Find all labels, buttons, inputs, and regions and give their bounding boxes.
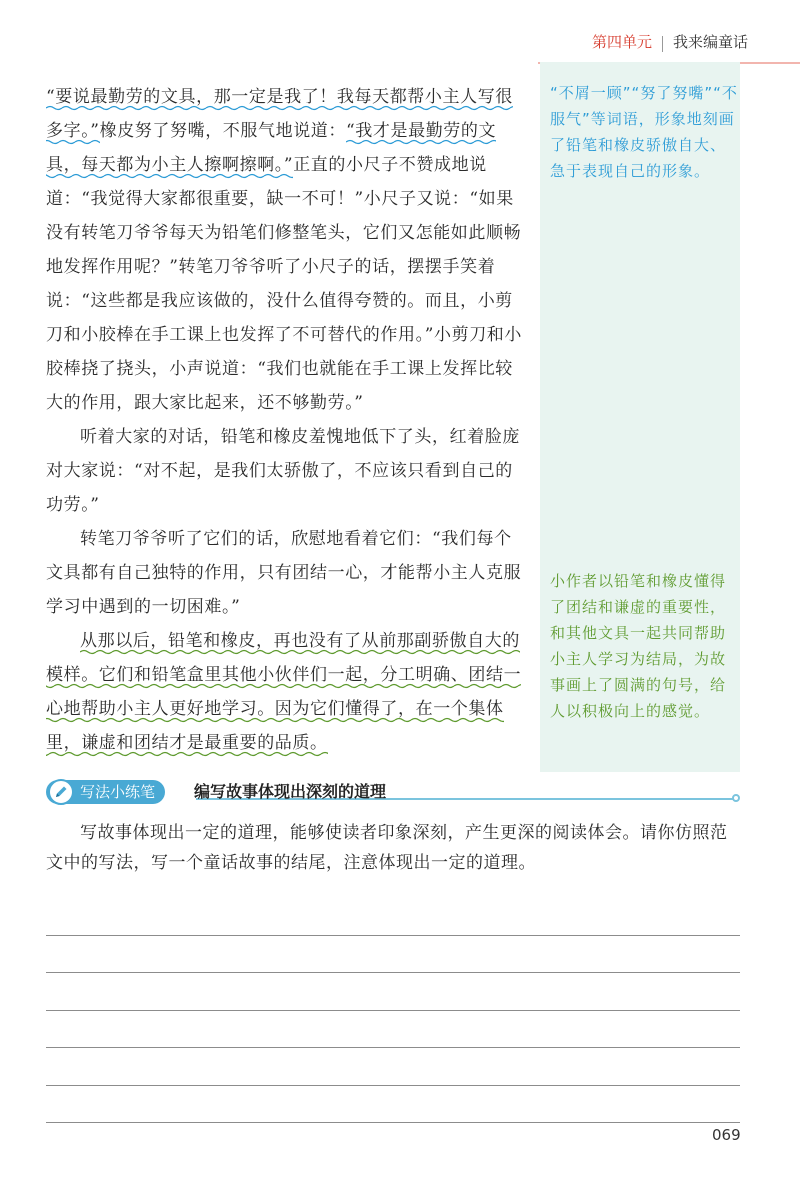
practice-instruction: 写故事体现出一定的道理，能够使读者印象深刻，产生更深的阅读体会。请你仿照范文中的写法，写一个童话故事的结尾，注意体现出一定的道理。 xyxy=(46,823,728,873)
annotation-note-1: “不屑一顾”“努了努嘴”“不服气”等词语，形象地刻画了铅笔和橡皮骄傲自大、急于表现自己的形象。 xyxy=(550,84,738,180)
annotation-note-2: 小作者以铅笔和橡皮懂得了团结和谦虚的重要性，和其他文具一起共同帮助小主人学习为结局，为故事画上了圆满的句号，给人以积极向上的感觉。 xyxy=(550,572,727,720)
underlined-text: 从那以后，铅笔和橡皮，再也没有了从前那副骄傲自大的模样。它们和铅笔盒里其他小伙伴们一起，分工明确、团结一心地帮助小主人更好地学习。因为它们懂得了，在一个集体里，谦虚和团结才是最重要的品质。 xyxy=(46,631,521,757)
story-paragraph xyxy=(46,522,528,624)
paragraph-text: 正直的小尺子不赞成地说道：“我觉得大家都很重要，缺一不可！”小尺子又说：“如果没有转笔刀爷爷每天为铅笔们修整笔头，它们又怎能如此顺畅地发挥作用呢？”转笔刀爷爷听了小尺子的话，摆摆手笑着说：“这些都是我应该做的，没什么值得夸赞的。而且，小剪刀和小胶棒在手工课上也发挥了不可替代的作用。”小剪刀和小胶棒挠了挠头，小声说道：“我们也就能在手工课上发挥比较大的作用，跟大家比起来，还不够勤劳。” xyxy=(46,155,522,413)
practice-badge xyxy=(46,780,165,804)
writing-line[interactable] xyxy=(46,1011,740,1049)
writing-area[interactable] xyxy=(46,898,740,1123)
practice-badge-label: 写法小练笔 xyxy=(80,783,156,801)
writing-line[interactable] xyxy=(46,1086,740,1124)
paragraph-text: 听着大家的对话，铅笔和橡皮羞愧地低下了头，红着脸庞对大家说：“对不起，是我们太骄傲了，不应该只看到自己的功劳。” xyxy=(46,427,520,515)
page-number: 069 xyxy=(712,1126,741,1144)
story-paragraph xyxy=(46,624,528,760)
paragraph-text: 橡皮努了努嘴，不服气地说道： xyxy=(99,121,346,141)
pen-icon xyxy=(48,779,74,805)
story-paragraph xyxy=(46,80,528,420)
unit-label: 第四单元 xyxy=(592,33,653,51)
story-text xyxy=(46,80,528,760)
paragraph-text: 转笔刀爷爷听了它们的话，欣慰地看着它们：“我们每个文具都有自己独特的作用，只有团结一心，才能帮小主人克服学习中遇到的一切困难。” xyxy=(46,529,522,617)
underlined-text: “我才是最勤劳的文具，每天都为小主人擦啊擦啊。” xyxy=(46,121,496,179)
writing-line[interactable] xyxy=(46,1048,740,1086)
story-paragraph xyxy=(46,420,528,522)
header-divider xyxy=(662,36,663,52)
writing-line[interactable] xyxy=(46,936,740,974)
practice-rule-end xyxy=(732,794,740,802)
unit-title: 我来编童话 xyxy=(673,33,749,51)
underlined-text: “要说最勤劳的文具，那一定是我了！我每天都帮小主人写很多字。” xyxy=(46,87,513,145)
writing-line[interactable] xyxy=(46,898,740,936)
practice-header xyxy=(46,778,740,808)
page-header xyxy=(540,0,800,62)
writing-line[interactable] xyxy=(46,973,740,1011)
practice-title: 编写故事体现出深刻的道理 xyxy=(194,782,387,801)
